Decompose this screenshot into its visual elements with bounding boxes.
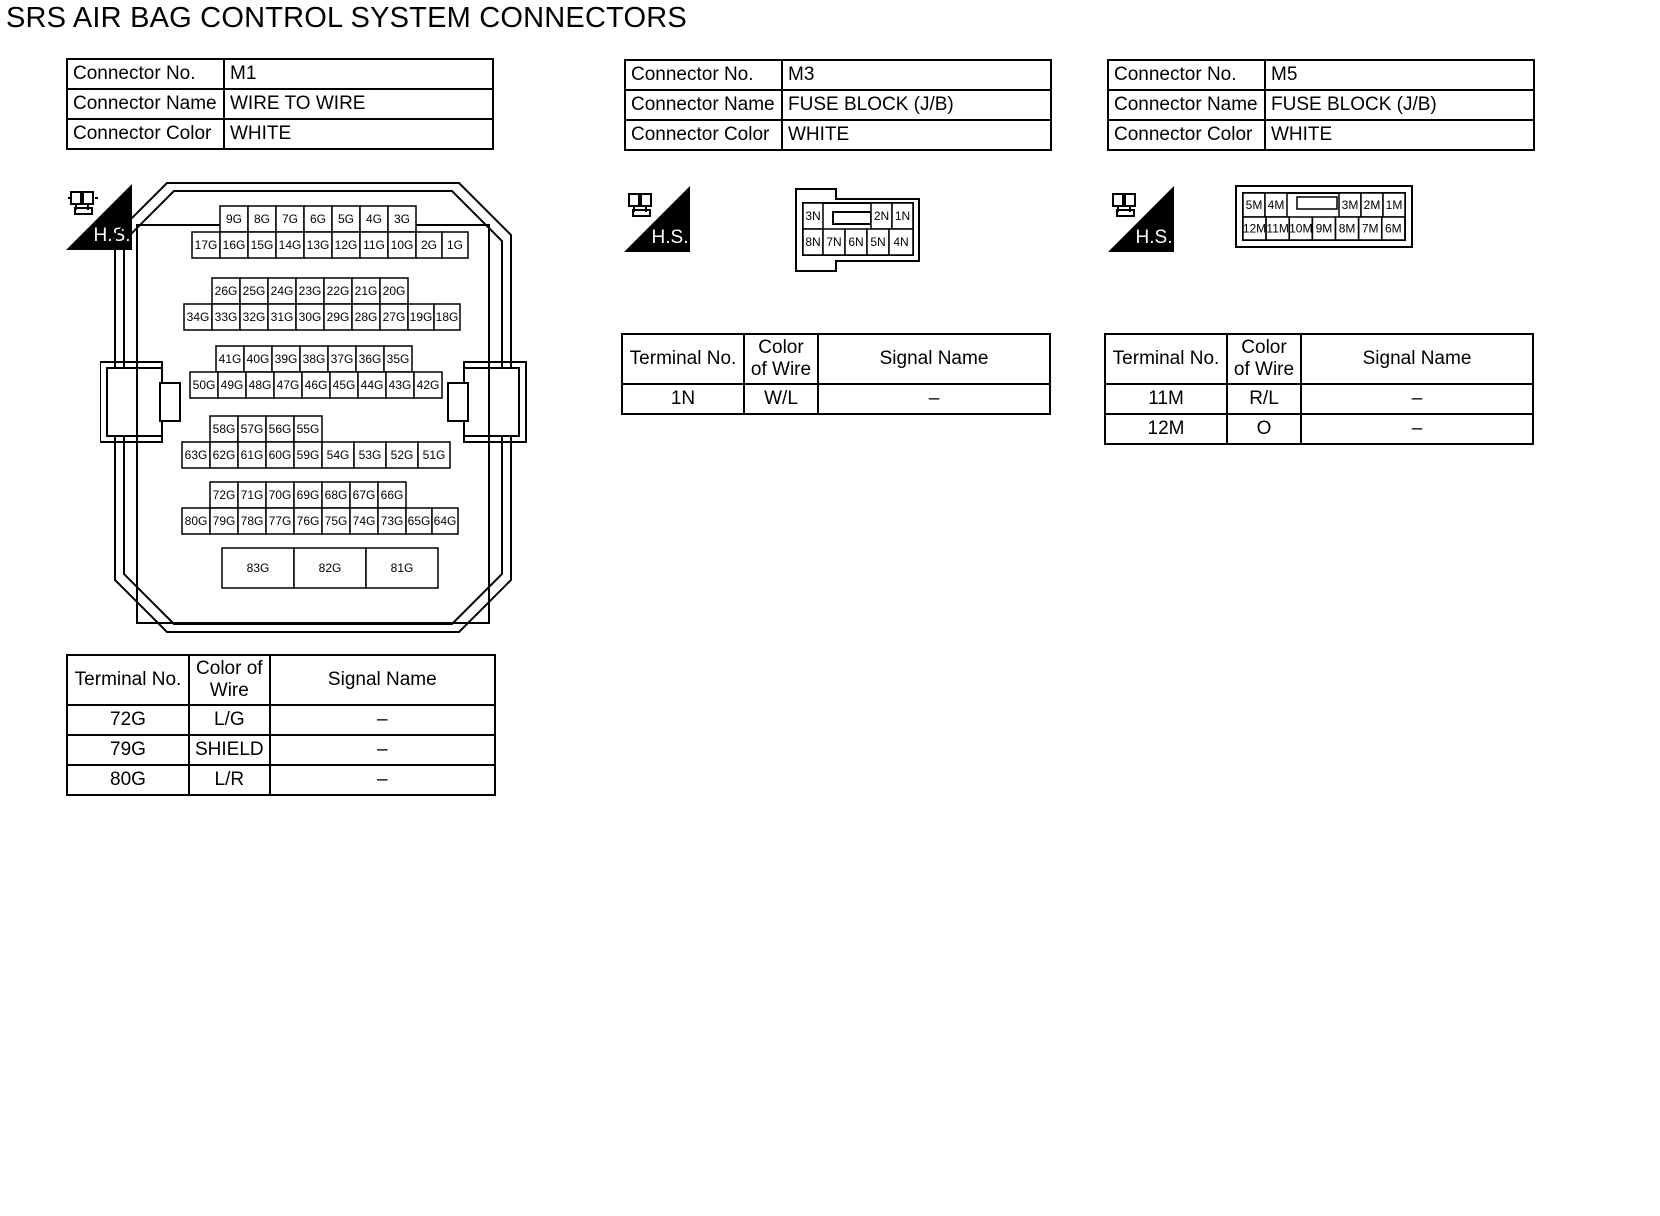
svg-text:72G: 72G — [212, 488, 236, 502]
table-row — [1105, 414, 1533, 444]
svg-text:59G: 59G — [296, 448, 320, 462]
terminal-cell-18G — [434, 304, 460, 330]
terminal-cell-58G — [210, 416, 238, 442]
header-wire-color: Color of Wire — [744, 334, 818, 384]
terminal-cell-39G — [272, 346, 300, 372]
svg-text:83G: 83G — [246, 561, 270, 575]
terminal-cell-25G — [240, 278, 268, 304]
terminal-cell-1M — [1383, 193, 1405, 217]
terminal-cell-4M — [1265, 193, 1287, 217]
svg-text:48G: 48G — [248, 378, 272, 392]
terminal-cell-60G — [266, 442, 294, 468]
terminal-cell-11G — [360, 232, 388, 258]
terminal-cell-13G — [304, 232, 332, 258]
terminal-cell-8M — [1336, 217, 1359, 240]
terminal-cell-1G — [442, 232, 468, 258]
terminal-cell-1N — [892, 203, 913, 229]
svg-text:29G: 29G — [326, 310, 350, 324]
terminal-cell-36G — [356, 346, 384, 372]
terminal-cell-15G — [248, 232, 276, 258]
terminal-cell-19G — [408, 304, 434, 330]
terminal-cell: 11M — [1105, 384, 1227, 414]
header-terminal: Terminal No. — [1105, 334, 1227, 384]
svg-text:17G: 17G — [194, 238, 218, 252]
terminal-cell-20G — [380, 278, 408, 304]
svg-text:14G: 14G — [278, 238, 302, 252]
terminal-cell-79G — [210, 508, 238, 534]
signal-cell: – — [1301, 384, 1533, 414]
svg-text:10M: 10M — [1289, 221, 1313, 236]
svg-text:55G: 55G — [296, 422, 320, 436]
svg-text:69G: 69G — [296, 488, 320, 502]
value-connector-color: WHITE — [224, 119, 493, 149]
terminal-cell-51G — [418, 442, 450, 468]
svg-text:39G: 39G — [274, 352, 298, 366]
wire-cell: R/L — [1227, 384, 1301, 414]
terminal-cell-6N — [845, 229, 867, 255]
svg-text:6M: 6M — [1385, 221, 1402, 236]
svg-text:20G: 20G — [382, 284, 406, 298]
terminal-cell-45G — [330, 372, 358, 398]
terminal-cell-49G — [218, 372, 246, 398]
terminal-cell-57G — [238, 416, 266, 442]
table-row — [622, 384, 1050, 414]
value-connector-color: WHITE — [782, 120, 1051, 150]
terminal-cell-2G — [416, 232, 442, 258]
svg-text:82G: 82G — [318, 561, 342, 575]
svg-text:30G: 30G — [298, 310, 322, 324]
svg-text:18G: 18G — [435, 310, 459, 324]
svg-text:13G: 13G — [306, 238, 330, 252]
terminal-cell-61G — [238, 442, 266, 468]
svg-text:7N: 7N — [826, 235, 842, 249]
terminal-cell-48G — [246, 372, 274, 398]
svg-text:33G: 33G — [214, 310, 238, 324]
svg-text:44G: 44G — [360, 378, 384, 392]
svg-text:27G: 27G — [382, 310, 406, 324]
svg-text:63G: 63G — [184, 448, 208, 462]
svg-text:7M: 7M — [1361, 221, 1379, 236]
terminal-cell-23G — [296, 278, 324, 304]
hs-label: H.S. — [93, 225, 131, 246]
terminal-cell-40G — [244, 346, 272, 372]
svg-text:8M: 8M — [1338, 221, 1356, 236]
svg-text:61G: 61G — [240, 448, 264, 462]
terminal-cell: 1N — [622, 384, 744, 414]
hs-label: H.S. — [1135, 227, 1173, 248]
header-signal: Signal Name — [270, 655, 495, 705]
terminal-cell-3G — [388, 206, 416, 232]
terminal-cell-74G — [350, 508, 378, 534]
connector-info-m3 — [624, 59, 1052, 151]
svg-text:15G: 15G — [250, 238, 274, 252]
terminal-cell-50G — [190, 372, 218, 398]
svg-text:79G: 79G — [212, 514, 236, 528]
svg-text:16G: 16G — [222, 238, 246, 252]
svg-text:25G: 25G — [242, 284, 266, 298]
table-row — [67, 735, 495, 765]
terminal-cell-16G — [220, 232, 248, 258]
terminal-cell-66G — [378, 482, 406, 508]
svg-text:78G: 78G — [240, 514, 264, 528]
svg-text:1G: 1G — [446, 238, 464, 252]
label-connector-color: Connector Color — [1108, 120, 1265, 150]
terminal-table-m1 — [66, 654, 496, 796]
svg-text:12G: 12G — [334, 238, 358, 252]
terminal-cell-11M — [1266, 217, 1289, 240]
terminal-cell-47G — [274, 372, 302, 398]
terminal-cell-41G — [216, 346, 244, 372]
svg-text:75G: 75G — [324, 514, 348, 528]
terminal-cell-35G — [384, 346, 412, 372]
terminal-table-m3 — [621, 333, 1051, 415]
terminal-cell-52G — [386, 442, 418, 468]
terminal-cell-10G — [388, 232, 416, 258]
value-connector-name: WIRE TO WIRE — [224, 89, 493, 119]
svg-text:60G: 60G — [268, 448, 292, 462]
header-terminal: Terminal No. — [622, 334, 744, 384]
svg-text:8N: 8N — [805, 235, 821, 249]
terminal-cell-9G — [220, 206, 248, 232]
terminal-cell-4G — [360, 206, 388, 232]
svg-text:47G: 47G — [276, 378, 300, 392]
terminal-cell-65G — [406, 508, 432, 534]
svg-text:31G: 31G — [270, 310, 294, 324]
terminal-cell-54G — [322, 442, 354, 468]
svg-text:66G: 66G — [380, 488, 404, 502]
wire-cell: W/L — [744, 384, 818, 414]
page-title: SRS AIR BAG CONTROL SYSTEM CONNECTORS — [6, 2, 687, 34]
svg-text:58G: 58G — [212, 422, 236, 436]
terminal-cell-75G — [322, 508, 350, 534]
terminal-cell-34G — [184, 304, 212, 330]
terminal-cell-2N — [871, 203, 892, 229]
svg-text:24G: 24G — [270, 284, 294, 298]
terminal-cell-46G — [302, 372, 330, 398]
svg-text:2M: 2M — [1363, 198, 1381, 212]
terminal-cell-73G — [378, 508, 406, 534]
terminal-cell: 12M — [1105, 414, 1227, 444]
svg-text:8G: 8G — [253, 212, 271, 226]
svg-text:10G: 10G — [390, 238, 414, 252]
svg-text:5N: 5N — [870, 235, 886, 249]
svg-text:4G: 4G — [365, 212, 383, 226]
svg-text:42G: 42G — [416, 378, 440, 392]
terminal-cell-67G — [350, 482, 378, 508]
svg-text:71G: 71G — [240, 488, 264, 502]
svg-text:21G: 21G — [354, 284, 378, 298]
svg-text:57G: 57G — [240, 422, 264, 436]
terminal-cell-2M — [1361, 193, 1383, 217]
terminal-cell-3N — [803, 203, 823, 229]
svg-text:12M: 12M — [1242, 221, 1267, 236]
terminal-cell-26G — [212, 278, 240, 304]
svg-text:32G: 32G — [242, 310, 266, 324]
terminal-cell-27G — [380, 304, 408, 330]
label-connector-color: Connector Color — [625, 120, 782, 150]
terminal-cell-82G — [294, 548, 366, 588]
terminal-cell-80G — [182, 508, 210, 534]
svg-text:41G: 41G — [218, 352, 242, 366]
table-row — [67, 705, 495, 735]
signal-cell: – — [270, 735, 495, 765]
svg-text:62G: 62G — [212, 448, 236, 462]
terminal-cell-55G — [294, 416, 322, 442]
terminal-cell-78G — [238, 508, 266, 534]
hs-label: H.S. — [651, 227, 689, 248]
svg-text:46G: 46G — [304, 378, 328, 392]
wire-cell: SHIELD — [189, 735, 270, 765]
terminal-cell-14G — [276, 232, 304, 258]
svg-text:65G: 65G — [407, 514, 431, 528]
label-connector-name: Connector Name — [1108, 90, 1265, 120]
svg-text:35G: 35G — [386, 352, 410, 366]
svg-text:2N: 2N — [873, 209, 890, 223]
header-terminal: Terminal No. — [67, 655, 189, 705]
wire-cell: L/G — [189, 705, 270, 735]
svg-text:3G: 3G — [393, 212, 411, 226]
header-signal: Signal Name — [818, 334, 1050, 384]
terminal-cell-32G — [240, 304, 268, 330]
terminal-cell-17G — [192, 232, 220, 258]
svg-text:19G: 19G — [409, 310, 433, 324]
terminal-cell-8N — [803, 229, 823, 255]
label-connector-no: Connector No. — [625, 60, 782, 90]
signal-cell: – — [1301, 414, 1533, 444]
svg-text:6G: 6G — [309, 212, 327, 226]
connector-info-m1 — [66, 58, 494, 150]
terminal-cell-31G — [268, 304, 296, 330]
terminal-cell-12M — [1243, 217, 1266, 240]
connector-diagram-m3 — [795, 188, 930, 273]
terminal-cell-70G — [266, 482, 294, 508]
wire-cell: O — [1227, 414, 1301, 444]
svg-text:34G: 34G — [186, 310, 210, 324]
value-connector-color: WHITE — [1265, 120, 1534, 150]
svg-text:37G: 37G — [330, 352, 354, 366]
svg-text:3M: 3M — [1341, 198, 1359, 212]
terminal-cell-64G — [432, 508, 458, 534]
value-connector-no: M1 — [224, 59, 493, 89]
svg-text:5M: 5M — [1245, 198, 1263, 212]
terminal-cell-43G — [386, 372, 414, 398]
terminal-cell-83G — [222, 548, 294, 588]
connector-diagram-m5 — [1235, 185, 1415, 249]
terminal-cell-6M — [1382, 217, 1405, 240]
header-signal: Signal Name — [1301, 334, 1533, 384]
svg-text:76G: 76G — [296, 514, 320, 528]
terminal-cell-7G — [276, 206, 304, 232]
terminal-cell-63G — [182, 442, 210, 468]
svg-text:7G: 7G — [281, 212, 299, 226]
terminal-cell-5M — [1243, 193, 1265, 217]
svg-text:6N: 6N — [848, 235, 864, 249]
terminal-cell-4N — [889, 229, 913, 255]
svg-text:54G: 54G — [326, 448, 350, 462]
value-connector-no: M3 — [782, 60, 1051, 90]
svg-text:3N: 3N — [805, 209, 821, 223]
terminal-cell-81G — [366, 548, 438, 588]
svg-text:4N: 4N — [893, 235, 909, 249]
terminal-cell-44G — [358, 372, 386, 398]
terminal-cell-8G — [248, 206, 276, 232]
svg-text:11M: 11M — [1266, 221, 1289, 236]
table-row — [1105, 384, 1533, 414]
svg-text:23G: 23G — [298, 284, 322, 298]
header-wire-color: Color of Wire — [189, 655, 270, 705]
svg-text:11G: 11G — [363, 238, 385, 252]
terminal-cell-62G — [210, 442, 238, 468]
svg-text:53G: 53G — [358, 448, 382, 462]
label-connector-name: Connector Name — [625, 90, 782, 120]
header-wire-color: Color of Wire — [1227, 334, 1301, 384]
svg-text:45G: 45G — [332, 378, 356, 392]
svg-text:40G: 40G — [246, 352, 270, 366]
terminal-cell-33G — [212, 304, 240, 330]
terminal-cell-12G — [332, 232, 360, 258]
svg-text:81G: 81G — [390, 561, 414, 575]
svg-text:1N: 1N — [894, 209, 911, 223]
terminal-cell: 72G — [67, 705, 189, 735]
signal-cell: – — [818, 384, 1050, 414]
svg-text:22G: 22G — [326, 284, 350, 298]
terminal-cell-5N — [867, 229, 889, 255]
svg-text:1M: 1M — [1385, 198, 1403, 212]
svg-text:67G: 67G — [352, 488, 376, 502]
table-row — [67, 765, 495, 795]
harness-side-icon — [624, 186, 690, 252]
connector-info-m5 — [1107, 59, 1535, 151]
svg-text:36G: 36G — [358, 352, 382, 366]
svg-text:5G: 5G — [337, 212, 355, 226]
signal-cell: – — [270, 765, 495, 795]
terminal-cell-69G — [294, 482, 322, 508]
svg-text:9M: 9M — [1315, 221, 1333, 236]
svg-text:51G: 51G — [422, 448, 446, 462]
value-connector-no: M5 — [1265, 60, 1534, 90]
terminal-cell-9M — [1312, 217, 1335, 240]
svg-text:9G: 9G — [225, 212, 243, 226]
label-connector-color: Connector Color — [67, 119, 224, 149]
svg-text:70G: 70G — [268, 488, 292, 502]
terminal-cell-76G — [294, 508, 322, 534]
svg-text:80G: 80G — [184, 514, 208, 528]
label-connector-no: Connector No. — [1108, 60, 1265, 90]
svg-text:49G: 49G — [220, 378, 244, 392]
svg-text:74G: 74G — [352, 514, 376, 528]
terminal-cell-38G — [300, 346, 328, 372]
svg-text:38G: 38G — [302, 352, 326, 366]
terminal-cell-7M — [1359, 217, 1382, 240]
terminal-cell-53G — [354, 442, 386, 468]
terminal-cell-3M — [1339, 193, 1361, 217]
svg-text:77G: 77G — [268, 514, 292, 528]
terminal-cell: 79G — [67, 735, 189, 765]
svg-text:28G: 28G — [354, 310, 378, 324]
svg-text:43G: 43G — [388, 378, 412, 392]
terminal-cell-71G — [238, 482, 266, 508]
terminal-cell-30G — [296, 304, 324, 330]
svg-text:50G: 50G — [192, 378, 216, 392]
terminal-cell-28G — [352, 304, 380, 330]
terminal-cell: 80G — [67, 765, 189, 795]
terminal-cell-77G — [266, 508, 294, 534]
wire-cell: L/R — [189, 765, 270, 795]
connector-lock — [1297, 197, 1337, 209]
signal-cell: – — [270, 705, 495, 735]
svg-text:56G: 56G — [268, 422, 292, 436]
svg-text:26G: 26G — [214, 284, 238, 298]
terminal-cell-7N — [823, 229, 845, 255]
terminal-cell-5G — [332, 206, 360, 232]
terminal-cell-22G — [324, 278, 352, 304]
label-connector-no: Connector No. — [67, 59, 224, 89]
value-connector-name: FUSE BLOCK (J/B) — [1265, 90, 1534, 120]
svg-text:73G: 73G — [380, 514, 404, 528]
terminal-cell-59G — [294, 442, 322, 468]
terminal-cell-56G — [266, 416, 294, 442]
svg-text:2G: 2G — [420, 238, 438, 252]
terminal-cell-21G — [352, 278, 380, 304]
value-connector-name: FUSE BLOCK (J/B) — [782, 90, 1051, 120]
terminal-cell-72G — [210, 482, 238, 508]
harness-side-icon — [1108, 186, 1174, 252]
svg-text:52G: 52G — [390, 448, 414, 462]
terminal-cell-29G — [324, 304, 352, 330]
terminal-table-m5 — [1104, 333, 1534, 445]
svg-text:4M: 4M — [1267, 198, 1285, 212]
label-connector-name: Connector Name — [67, 89, 224, 119]
terminal-cell-10M — [1289, 217, 1312, 240]
svg-text:64G: 64G — [433, 514, 457, 528]
terminal-cell-37G — [328, 346, 356, 372]
terminal-cell-68G — [322, 482, 350, 508]
terminal-cell-24G — [268, 278, 296, 304]
terminal-cell-6G — [304, 206, 332, 232]
terminal-cell-42G — [414, 372, 442, 398]
connector-diagram-m1 — [100, 180, 570, 635]
svg-text:68G: 68G — [324, 488, 348, 502]
